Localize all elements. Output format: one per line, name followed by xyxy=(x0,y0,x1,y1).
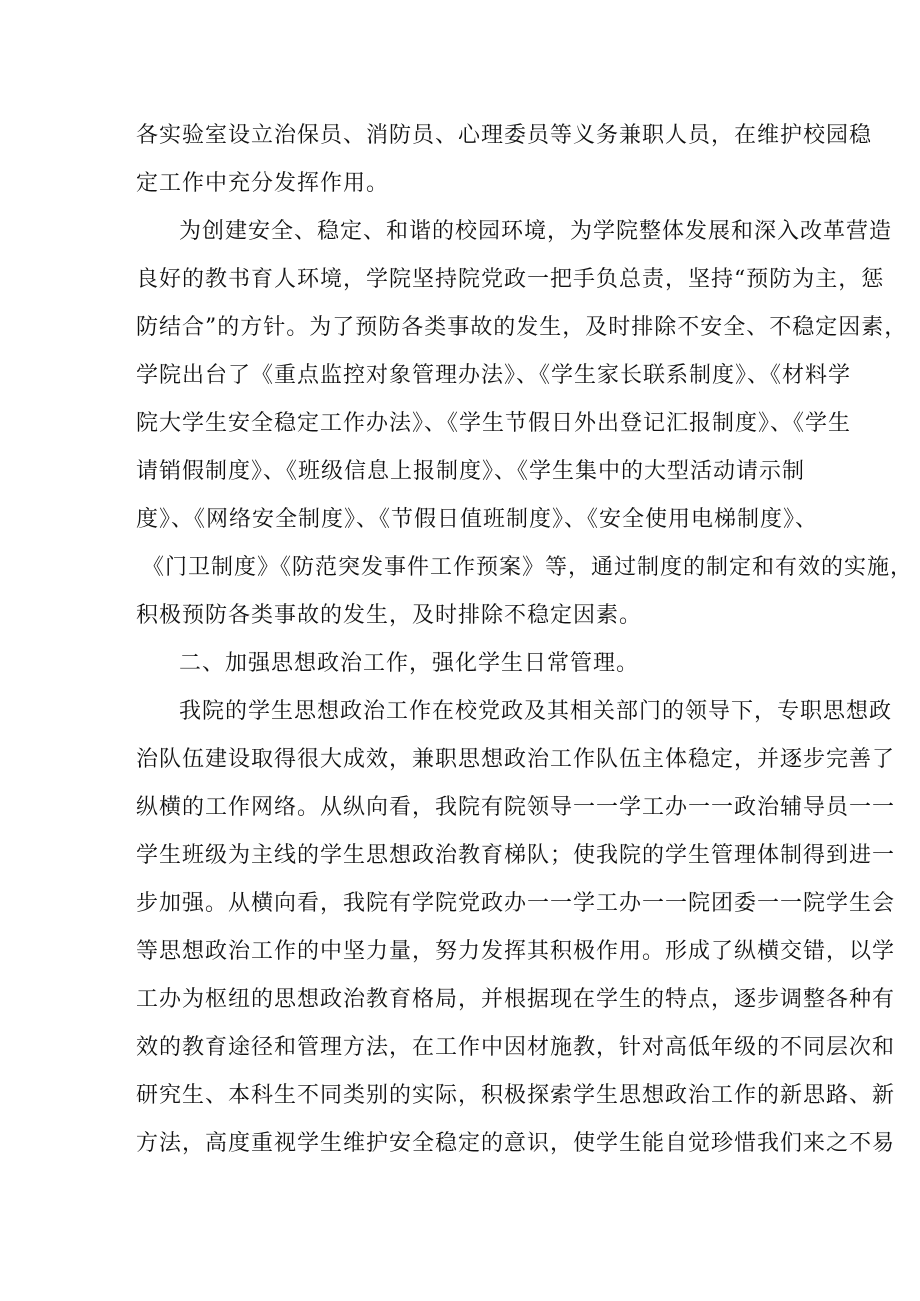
text-line: 学生班级为主线的学生思想政治教育梯队；使我院的学生管理体制得到进一 xyxy=(136,843,896,868)
text-line: 方法，高度重视学生维护安全稳定的意识，使学生能自觉珍惜我们来之不易 xyxy=(136,1131,896,1156)
text-line: 步加强。从横向看，我院有学院党政办一一学工办一一院团委一一院学生会 xyxy=(136,891,896,916)
text-line: 等思想政治工作的中坚力量，努力发挥其积极作用。形成了纵横交错，以学 xyxy=(136,939,896,964)
paragraph-start-line: 为创建安全、稳定、和谐的校园环境，为学院整体发展和深入改革营造 xyxy=(179,219,893,244)
text-line: 治队伍建设取得很大成效，兼职思想政治工作队伍主体稳定，并逐步完善了 xyxy=(136,747,896,772)
text-line: 研究生、本科生不同类别的实际，积极探索学生思想政治工作的新思路、新 xyxy=(136,1083,896,1108)
text-line: 防结合”的方针。为了预防各类事故的发生，及时排除不安全、不稳定因素， xyxy=(136,315,908,340)
text-line: 度》、《网络安全制度》、《节假日值班制度》、《安全使用电梯制度》、 xyxy=(136,507,819,532)
text-line: 定工作中充分发挥作用。 xyxy=(136,171,390,196)
paragraph-start-line: 我院的学生思想政治工作在校党政及其相关部门的领导下，专职思想政 xyxy=(179,699,893,724)
text-line: 工办为枢纽的思想政治教育格局，并根据现在学生的特点，逐步调整各种有 xyxy=(136,987,896,1012)
text-line: 《门卫制度》《防范突发事件工作预案》等，通过制度的制定和有效的实施， xyxy=(142,555,914,580)
section-heading: 二、加强思想政治工作，强化学生日常管理。 xyxy=(179,651,640,676)
text-line: 良好的教书育人环境，学院坚持院党政一把手负总责，坚持“预防为主，惩 xyxy=(136,267,885,292)
text-line: 纵横的工作网络。从纵向看，我院有院领导一一学工办一一政治辅导员一一 xyxy=(136,795,896,820)
text-line: 积极预防各类事故的发生，及时排除不稳定因素。 xyxy=(136,603,643,628)
text-line: 院大学生安全稳定工作办法》、《学生节假日外出登记汇报制度》、《学生 xyxy=(136,411,852,436)
text-line: 各实验室设立治保员、消防员、心理委员等义务兼职人员，在维护校园稳 xyxy=(136,123,873,148)
text-line: 学院出台了《重点监控对象管理办法》、《学生家长联系制度》、《材料学 xyxy=(136,363,852,388)
text-line: 效的教育途径和管理方法，在工作中因材施教，针对高低年级的不同层次和 xyxy=(136,1035,896,1060)
text-line: 请销假制度》、《班级信息上报制度》、《学生集中的大型活动请示制 xyxy=(136,459,806,484)
